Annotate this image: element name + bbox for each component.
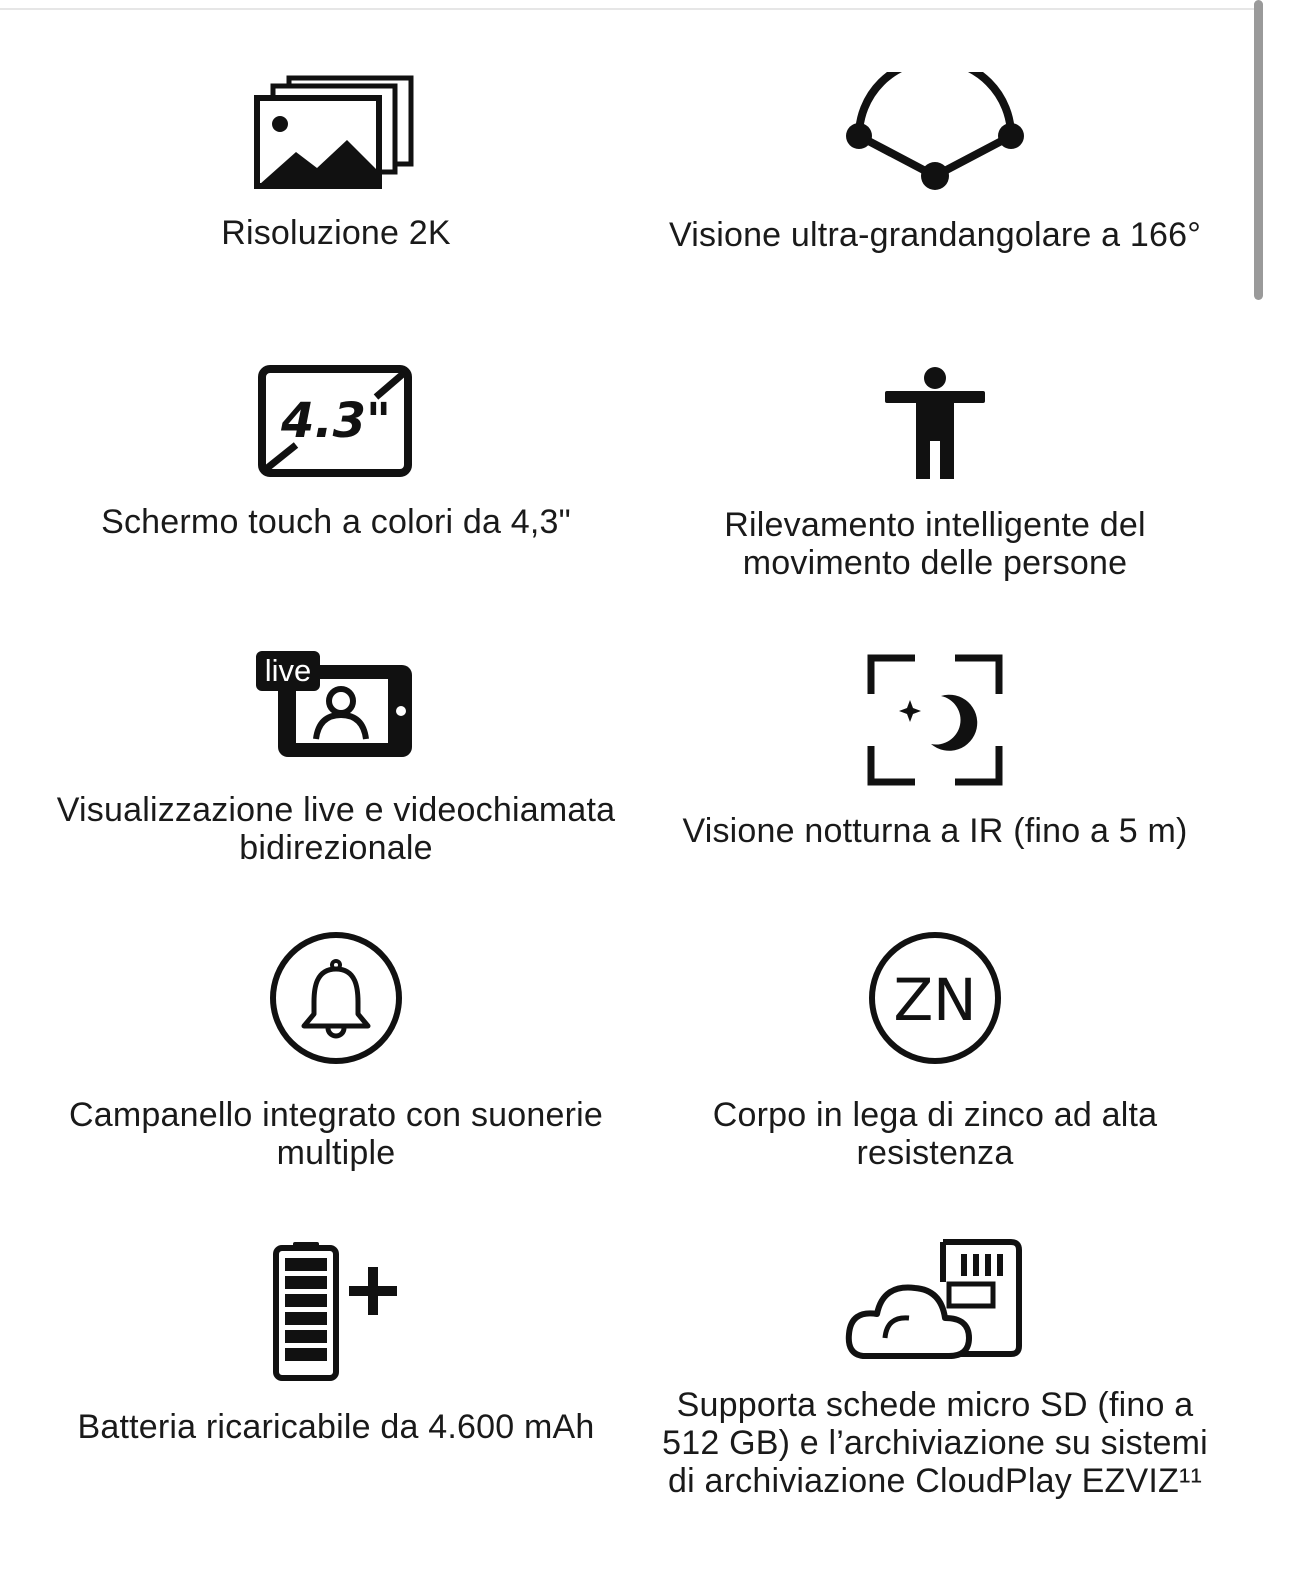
- feature-label: Visione notturna a IR (fino a 5 m): [682, 812, 1188, 850]
- photo-stack-icon: [251, 74, 421, 194]
- feature-label: Batteria ricaricabile da 4.600 mAh: [77, 1408, 595, 1446]
- feature-doorbell: [56, 930, 616, 1172]
- feature-live-view: [56, 651, 616, 867]
- zn-text: ZN: [893, 966, 977, 1034]
- zinc-alloy-icon: [867, 930, 1003, 1066]
- feature-battery: [56, 1240, 616, 1446]
- feature-label: Schermo touch a colori da 4,3": [101, 503, 571, 541]
- feature-label: Visualizzazione live e videochiamata bidirezionale: [56, 791, 616, 867]
- top-divider: [0, 0, 1256, 10]
- feature-storage: [655, 1238, 1215, 1500]
- bell-icon: [268, 930, 404, 1066]
- cloud-sd-card-icon: [845, 1238, 1025, 1364]
- feature-label: Risoluzione 2K: [221, 214, 451, 252]
- touch-screen-icon: [256, 363, 416, 481]
- feature-wide-angle: [655, 72, 1215, 254]
- feature-zinc-body: [655, 930, 1215, 1172]
- live-video-call-icon: [256, 651, 416, 761]
- feature-label: Supporta schede micro SD (fino a 512 GB) e l’archiviazione su sistemi di archiviazione CloudPlay EZVIZ¹¹: [662, 1386, 1208, 1500]
- live-badge-text: live: [264, 653, 312, 688]
- person-icon: [880, 365, 990, 481]
- wide-angle-icon: [845, 72, 1025, 194]
- feature-night-vision: [655, 652, 1215, 850]
- feature-person-detection: [655, 365, 1215, 582]
- scrollbar[interactable]: [1254, 0, 1263, 300]
- night-vision-icon: [865, 652, 1005, 788]
- battery-plus-icon: [271, 1240, 401, 1382]
- feature-label: Corpo in lega di zinco ad alta resistenza: [712, 1096, 1158, 1172]
- feature-label: Rilevamento intelligente del movimento delle persone: [724, 506, 1146, 582]
- feature-label: Visione ultra-grandangolare a 166°: [668, 216, 1202, 254]
- screen-size-text: 4.3": [280, 393, 392, 449]
- feature-label: Campanello integrato con suonerie multiple: [69, 1096, 603, 1172]
- feature-resolution: [56, 74, 616, 252]
- feature-touch-screen: [56, 363, 616, 541]
